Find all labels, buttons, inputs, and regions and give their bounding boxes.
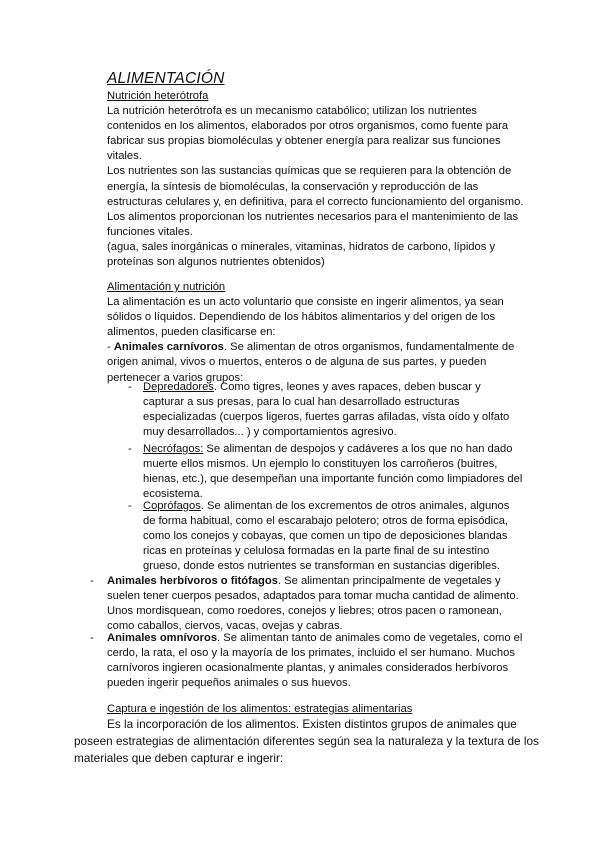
term: Animales omnívoros <box>107 632 218 644</box>
paragraph: Los alimentos proporcionan los nutrientes necesarios para el mantenimiento de las funciones vitales. <box>107 210 519 238</box>
paragraph: Es la incorporación de los alimentos. Existen distintos grupos de animales que poseen estrategias de alimentación diferentes según sea la naturaleza y la textura de los materiales que deben capturar e ingerir: <box>74 717 539 765</box>
list-item: Depredadores. Como tigres, leones y aves rapaces, deben buscar y capturar a sus presas, para lo cual han desarrollado estructuras especializadas (cuerpos ligeros, fuertes garras afiladas, vista oído y olfato muy desarrollados... ) y comportamientos agresivo. <box>143 381 510 439</box>
list-item: Necrófagos: Se alimentan de despojos y cadáveres a los que no han dado muerte ellos mismos. Un ejemplo lo constituyen los carroñeros (buitres, hienas, etc.), que desempeñan una importante función como limpiadores del ecosistema. <box>143 443 523 501</box>
term: Necrófagos: <box>143 443 204 455</box>
term: Depredadores <box>143 381 214 393</box>
paragraph: Los nutrientes son las sustancias químicas que se requieren para la obtención de energía, la síntesis de biomoléculas, la conservación y reproducción de las estructuras celulares y, en definitiva, para el correcto funcionamiento del organismo. <box>107 165 524 208</box>
term: Animales carnívoros <box>113 341 224 354</box>
bullet: - <box>90 632 94 644</box>
section-alimentacion-nutricion <box>107 280 527 386</box>
section-nutricion-heterotrofa <box>107 89 527 270</box>
term: Coprófagos <box>143 500 201 512</box>
term: Animales herbívoros o fitófagos <box>107 575 278 587</box>
section-heading: Captura e ingestión de los alimentos: estrategias alimentarias <box>107 703 413 715</box>
bullet: - <box>90 575 94 587</box>
section-heading: Alimentación y nutrición <box>107 281 226 293</box>
list-item-carnivoros: - Animales carnívoros. Se alimentan de otros organismos, fundamentalmente de origen animal, vivos o muertos, enteros o de alguna de sus partes, y pueden pertenecer a varios grupos: <box>107 341 515 384</box>
paragraph: La alimentación es un acto voluntario que consiste en ingerir alimentos, ya sean sólidos o líquidos. Dependiendo de los hábitos alimentarios y del origen de los alimentos, pueden clasificarse en: <box>107 296 504 339</box>
bullet: - <box>128 381 132 393</box>
section-heading: Nutrición heterótrofa <box>107 90 209 102</box>
list-item-herbivoros: Animales herbívoros o fitófagos. Se alimentan principalmente de vegetales y suelen tener cuerpos pesados, adaptados para tomar mucha cantidad de alimento. Unos mordisquean, como roedores, conejos y liebres; otros pacen o ramonean, como caballos, ciervos, vacas, ovejas y cabras. <box>107 575 519 633</box>
list-item-omnivoros: Animales omnívoros. Se alimentan tanto de animales como de vegetales, como el cerdo, la rata, el oso y la mayoría de los primates, incluido el ser humano. Muchos carnívoros ingieren ocasionalmente plantas, y animales considerados herbívoros pueden ingerir pequeños animales o sus huevos. <box>107 632 523 690</box>
paragraph: La nutrición heterótrofa es un mecanismo catabólico; utilizan los nutrientes contenidos en los alimentos, elaborados por otros organismos, como fuente para fabricar sus propias biomoléculas y obtener energía para realizar sus funciones vitales. <box>107 105 509 163</box>
page-title: ALIMENTACIÓN <box>107 70 225 87</box>
section-captura <box>107 702 527 717</box>
bullet: - <box>128 443 132 455</box>
paragraph-captura <box>74 716 544 767</box>
paragraph: (agua, sales inorgánicas o minerales, vitaminas, hidratos de carbono, lípidos y proteínas son algunos nutrientes obtenidos) <box>107 240 496 269</box>
bullet: - <box>128 500 132 512</box>
list-item: Coprófagos. Se alimentan de los excrementos de otros animales, algunos de forma habitual, como el escarabajo pelotero; otros de forma episódica, como los conejos y cobayas, que comen un tipo de deposiciones blandas ricas en proteínas y celulosa formadas en la parte final de su intestino grueso, donde estos nutrientes se transforman en sustancias digeribles. <box>143 500 510 573</box>
